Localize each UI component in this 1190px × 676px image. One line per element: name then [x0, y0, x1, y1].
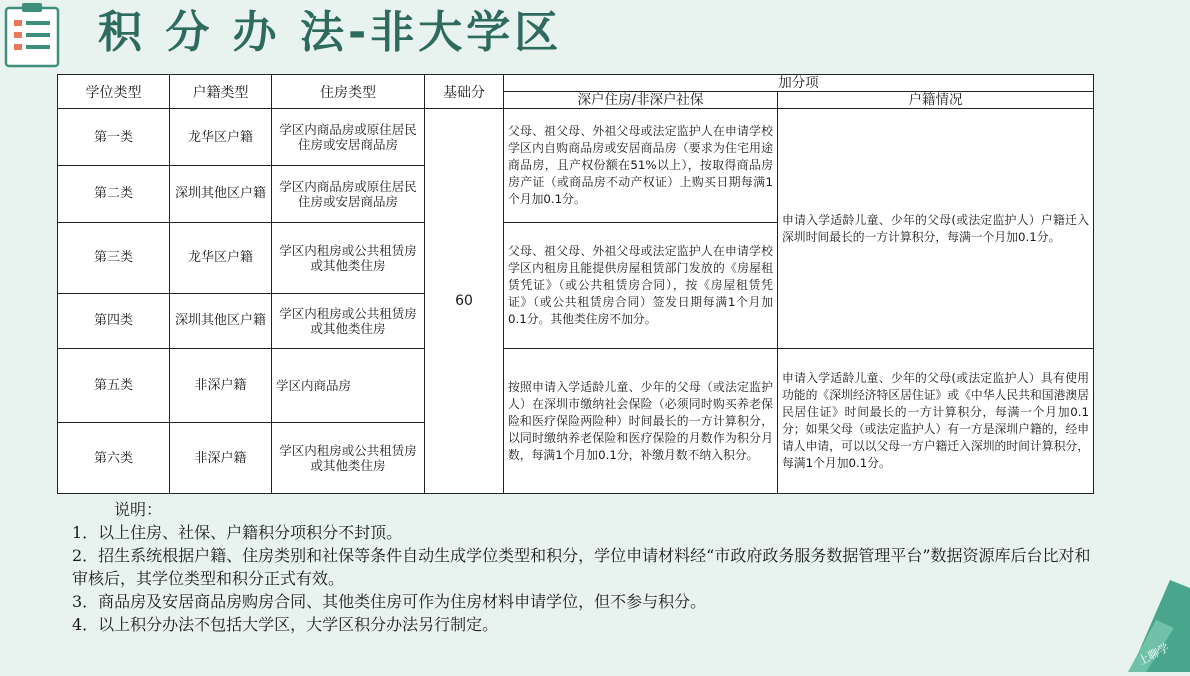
page-title: 积 分 办 法-非大学区	[98, 7, 563, 58]
header-housing-type: 住房类型	[272, 75, 425, 109]
bonus-rental-cell: 父母、祖父母、外祖父母或法定监护人在申请学校学区内租房且能提供房屋租赁部门发放的《房屋租赁凭证》（或公共租赁房合同），按《房屋租赁凭证》（或公共租赁房合同）签发日期每满1个月加0.1分。其他类住房不加分。	[504, 222, 778, 349]
housing-type-cell: 学区内商品房或原住居民住房或安居商品房	[272, 109, 425, 166]
header-bonus-social: 深户住房/非深户社保	[504, 92, 778, 109]
school-type-cell: 第三类	[58, 222, 170, 293]
notes-section	[72, 498, 1092, 636]
bonus-household-nonlocal-cell: 申请入学适龄儿童、少年的父母(或法定监护人）具有使用功能的《深圳经济特区居住证》或《中华人民共和国港澳居民居住证》时间最长的一方计算积分，每满一个月加0.1分；如果父母（或法定监护人）有一方是深圳户籍的，经申请人申请，可以以父母一方户籍迁入深圳的时间计算积分，每满1个月加0.1分。	[778, 349, 1094, 494]
household-type-cell: 深圳其他区户籍	[170, 293, 272, 349]
note-item: 3．商品房及安居商品房购房合同、其他类住房可作为住房材料申请学位，但不参与积分。	[72, 592, 707, 611]
household-type-cell: 非深户籍	[170, 349, 272, 423]
housing-type-cell: 学区内租房或公共租赁房或其他类住房	[272, 423, 425, 494]
bonus-social-security-cell: 按照申请入学适龄儿童、少年的父母（或法定监护人）在深圳市缴纳社会保险（必须同时购买养老保险和医疗保险两险种）时间最长的一方计算积分，以同时缴纳养老保险和医疗保险的月数作为积分月数，每满1个月加0.1分，补缴月数不纳入积分。	[504, 349, 778, 494]
note-item: 4．以上积分办法不包括大学区，大学区积分办法另行制定。	[72, 615, 499, 634]
bonus-purchase-cell: 父母、祖父母、外祖父母或法定监护人在申请学校学区内自购商品房或安居商品房（要求为住宅用途商品房，且产权份额在51%以上），按取得商品房房产证（或商品房不动产权证）上购买日期每满1个月加0.1分。	[504, 109, 778, 222]
scoring-table	[57, 74, 1094, 494]
housing-type-cell: 学区内商品房或原住居民住房或安居商品房	[272, 166, 425, 223]
watermark-text: 上聊学	[1136, 640, 1172, 668]
notes-heading: 说明：	[114, 500, 163, 519]
header-bonus-household: 户籍情况	[778, 92, 1094, 109]
school-type-cell: 第六类	[58, 423, 170, 494]
table-row	[58, 109, 1094, 166]
school-type-cell: 第五类	[58, 349, 170, 423]
note-item: 1．以上住房、社保、户籍积分项积分不封顶。	[72, 523, 403, 542]
school-type-cell: 第四类	[58, 293, 170, 349]
header-base-score: 基础分	[425, 75, 504, 109]
header-household-type: 户籍类型	[170, 75, 272, 109]
corner-decoration	[1100, 580, 1190, 672]
housing-type-cell: 学区内租房或公共租赁房或其他类住房	[272, 222, 425, 293]
school-type-cell: 第二类	[58, 166, 170, 223]
header-bonus: 加分项	[504, 75, 1094, 92]
housing-type-cell: 学区内商品房	[272, 349, 425, 423]
clipboard-icon	[2, 2, 66, 68]
household-type-cell: 深圳其他区户籍	[170, 166, 272, 223]
household-type-cell: 非深户籍	[170, 423, 272, 494]
household-type-cell: 龙华区户籍	[170, 109, 272, 166]
school-type-cell: 第一类	[58, 109, 170, 166]
table-row	[58, 349, 1094, 423]
household-type-cell: 龙华区户籍	[170, 222, 272, 293]
base-score-cell: 60	[425, 109, 504, 494]
note-item: 2．招生系统根据户籍、住房类别和社保等条件自动生成学位类型和积分，学位申请材料经“市政府政务服务数据管理平台”数据资源库后台比对和审核后，其学位类型和积分正式有效。	[72, 546, 1091, 588]
header-school-type: 学位类型	[58, 75, 170, 109]
bonus-household-local-cell: 申请入学适龄儿童、少年的父母(或法定监护人）户籍迁入深圳时间最长的一方计算积分，每满一个月加0.1分。	[778, 109, 1094, 349]
housing-type-cell: 学区内租房或公共租赁房或其他类住房	[272, 293, 425, 349]
